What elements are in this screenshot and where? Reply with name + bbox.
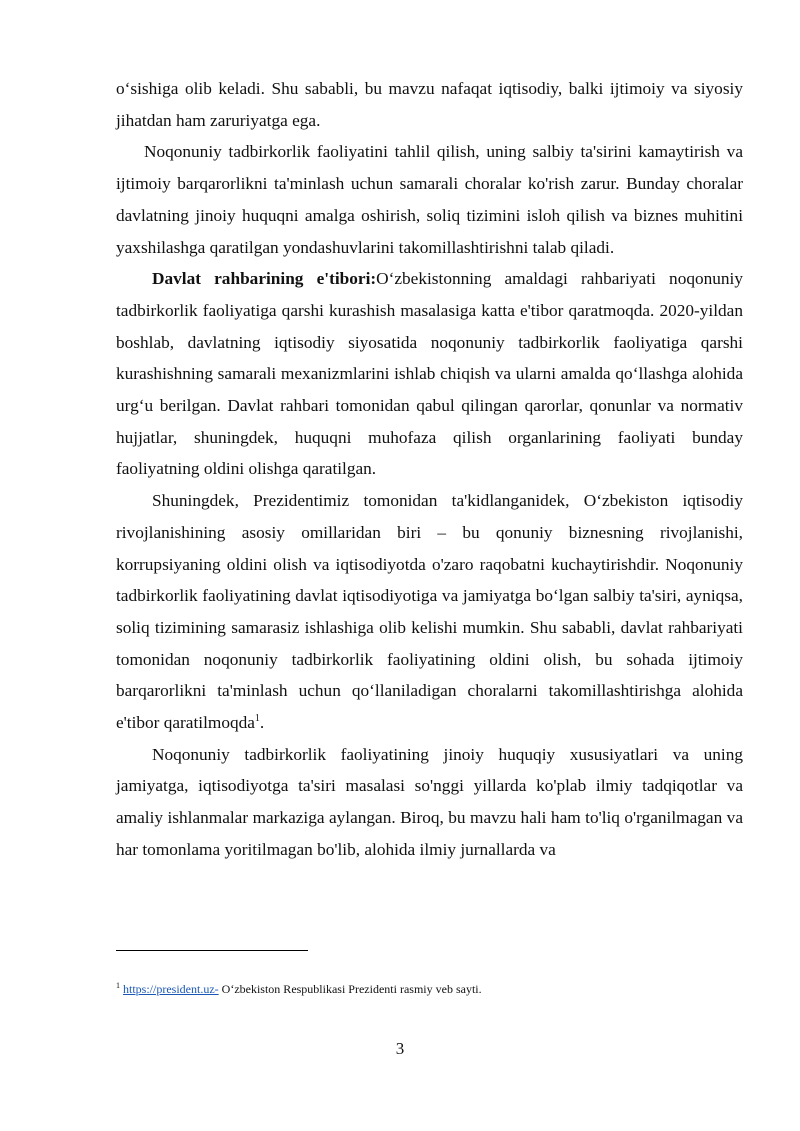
- footnote-text: O‘zbekiston Respublikasi Prezidenti rasmiy veb sayti.: [218, 982, 482, 996]
- footnote: [116, 980, 743, 998]
- paragraph-2: Noqonuniy tadbirkorlik faoliyatini tahlil qilish, uning salbiy ta'sirini kamaytirish va ijtimoiy barqarorlikni ta'minlash uchun samarali choralar ko'rish zarur. Bunday choralar davlatning jinoiy huquqni amalga oshirish, soliq tizimini isloh qilish va biznes muhitini yaxshilashga qaratilgan yondashuvlarini takomillashtirishni talab qiladi.: [116, 142, 743, 257]
- footnote-reference[interactable]: 1: [254, 713, 260, 725]
- paragraph-4-text: Shuningdek, Prezidentimiz tomonidan ta'kidlanganidek, O‘zbekiston iqtisodiy rivojlanishining asosiy omillaridan biri – bu qonuniy biznesning rivojlanishi, korrupsiyaning oldini olish va iqtisodiyotda o'zaro raqobatni kuchaytirishdir. Noqonuniy tadbirkorlik faoliyatining davlat iqtisodiyotiga va jamiyatga bo‘lgan salbiy ta'siri, ayniqsa, soliq tizimining samarasiz ishlashiga olib kelishi mumkin. Shu sababli, davlat rahbariyati tomonidan noqonuniy tadbirkorlik faoliyatining oldini olish, bu sohada ijtimoiy barqarorlikni ta'minlash uchun qo‘llaniladigan choralarni takomillashtirishga alohida e'tibor qaratilmoqda: [116, 491, 743, 733]
- section-heading-leader-attention: Davlat rahbarining e'tibori:: [152, 269, 377, 289]
- footnote-separator: [116, 950, 308, 951]
- paragraph-3: [116, 263, 743, 485]
- body-text: [116, 73, 743, 866]
- footnote-number: 1: [116, 981, 120, 990]
- paragraph-4: [116, 485, 743, 739]
- paragraph-1: o‘sishiga olib keladi. Shu sababli, bu mavzu nafaqat iqtisodiy, balki ijtimoiy va siyosiy jihatdan ham zaruriyatga ega.: [116, 79, 743, 130]
- paragraph-4-end: .: [259, 713, 265, 733]
- footnote-link[interactable]: https://president.uz-: [123, 982, 219, 996]
- paragraph-5: Noqonuniy tadbirkorlik faoliyatining jinoiy huquqiy xususiyatlari va uning jamiyatga, iqtisodiyotga ta'siri masalasi so'nggi yillarda ko'plab ilmiy tadqiqotlar va amaliy ishlanmalar markaziga aylangan. Biroq, bu mavzu hali ham to'liq o'rganilmagan va har tomonlama yoritilmagan bo'lib, alohida ilmiy jurnallarda va: [116, 744, 743, 859]
- paragraph-3-text: O‘zbekistonning amaldagi rahbariyati noqonuniy tadbirkorlik faoliyatiga qarshi kurashish masalasiga katta e'tibor qaratmoqda. 2020-yildan boshlab, davlatning iqtisodiy siyosatida noqonuniy tadbirkorlik faoliyatiga qarshi kurashishning samarali mexanizmlarini ishlab chiqish va ularni amalda qo‘llashga alohida urg‘u berilgan. Davlat rahbari tomonidan qabul qilingan qarorlar, qonunlar va normativ hujjatlar, shuningdek, huquqni muhofaza qilish organlarining faoliyati bunday faoliyatning oldini olishga qaratilgan.: [116, 269, 743, 479]
- page-number: 3: [395, 1039, 405, 1058]
